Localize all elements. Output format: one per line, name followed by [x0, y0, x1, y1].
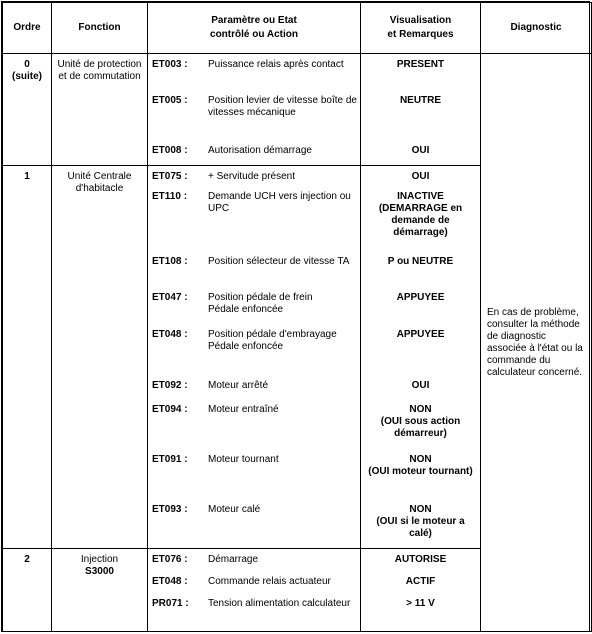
ordre-cell: 0 (suite) [3, 54, 52, 166]
parameter-cell [148, 54, 361, 166]
visu-entry: INACTIVE (DEMARRAGE en demande de démarrage) [378, 191, 463, 238]
visu-value: > 11 V [406, 598, 435, 609]
param-entry: ET048 : Commande relais actuateur [152, 576, 331, 587]
table-row-group-0 [3, 54, 592, 166]
parameter-cell [148, 549, 361, 632]
visu-value: NEUTRE [399, 95, 442, 106]
param-entry: ET076 : Démarrage [152, 554, 259, 565]
visu-value: ACTIF [405, 576, 436, 587]
header-diagnostic: Diagnostic [481, 3, 592, 54]
param-entry: ET092 : Moteur arrêté [152, 380, 269, 391]
param-entry: ET094 : Moteur entraîné [152, 404, 279, 415]
visu-value: AUTORISE [394, 554, 447, 565]
diagnostic-cell [481, 54, 592, 632]
param-entry: ET108 : Position sélecteur de vitesse TA [152, 256, 350, 267]
visu-value: OUI [411, 380, 430, 391]
header-fonction: Fonction [52, 3, 148, 54]
diagnostic-table [2, 2, 592, 632]
param-entry: ET005 : Position levier de vitesse boîte de vitesses mécanique [152, 95, 357, 118]
fonction-cell: Unité de protection et de commutation [52, 54, 148, 166]
header-parametre: Paramètre ou Etat contrôlé ou Action [148, 3, 361, 54]
diagnostic-table-sheet [1, 1, 590, 632]
visu-value: OUI [411, 145, 430, 156]
visu-value: APPUYEE [396, 329, 445, 340]
param-entry: PR071 : Tension alimentation calculateur [152, 598, 351, 609]
param-entry: ET048 : Position pédale d'embrayage Pédale enfoncée [152, 329, 337, 352]
visu-entry: NON (OUI si le moteur a calé) [376, 504, 465, 539]
visu-cell [361, 54, 481, 166]
header-ordre: Ordre [3, 3, 52, 54]
visu-value: OUI [411, 171, 430, 182]
visu-cell [361, 549, 481, 632]
visu-entry: NON (OUI sous action démarreur) [380, 404, 461, 439]
fonction-cell: Unité Centrale d'habitacle [52, 166, 148, 549]
header-row [3, 3, 592, 54]
param-entry: ET008 : Autorisation démarrage [152, 145, 312, 156]
ordre-cell: 1 [3, 166, 52, 549]
visu-entry: NON (OUI moteur tournant) [368, 454, 473, 477]
header-visualisation: Visualisation et Remarques [361, 3, 481, 54]
param-entry: ET110 : Demande UCH vers injection ou UPC [152, 191, 351, 214]
param-entry: ET003 : Puissance relais après contact [152, 59, 344, 70]
param-entry: ET075 : + Servitude présent [152, 171, 295, 182]
ordre-cell: 2 [3, 549, 52, 632]
param-entry: ET093 : Moteur calé [152, 504, 261, 515]
diagnostic-text: En cas de problème, consulter la méthode de diagnostic associée à l'état ou la commande du calculateur concerné. [487, 306, 583, 378]
parameter-cell [148, 166, 361, 549]
visu-value: APPUYEE [396, 292, 445, 303]
param-entry: ET047 : Position pédale de frein Pédale enfoncée [152, 292, 313, 315]
param-entry: ET091 : Moteur tournant [152, 454, 279, 465]
visu-cell [361, 166, 481, 549]
visu-value: PRESENT [396, 59, 445, 70]
visu-value: P ou NEUTRE [387, 256, 454, 267]
fonction-cell: Injection S3000 [52, 549, 148, 632]
